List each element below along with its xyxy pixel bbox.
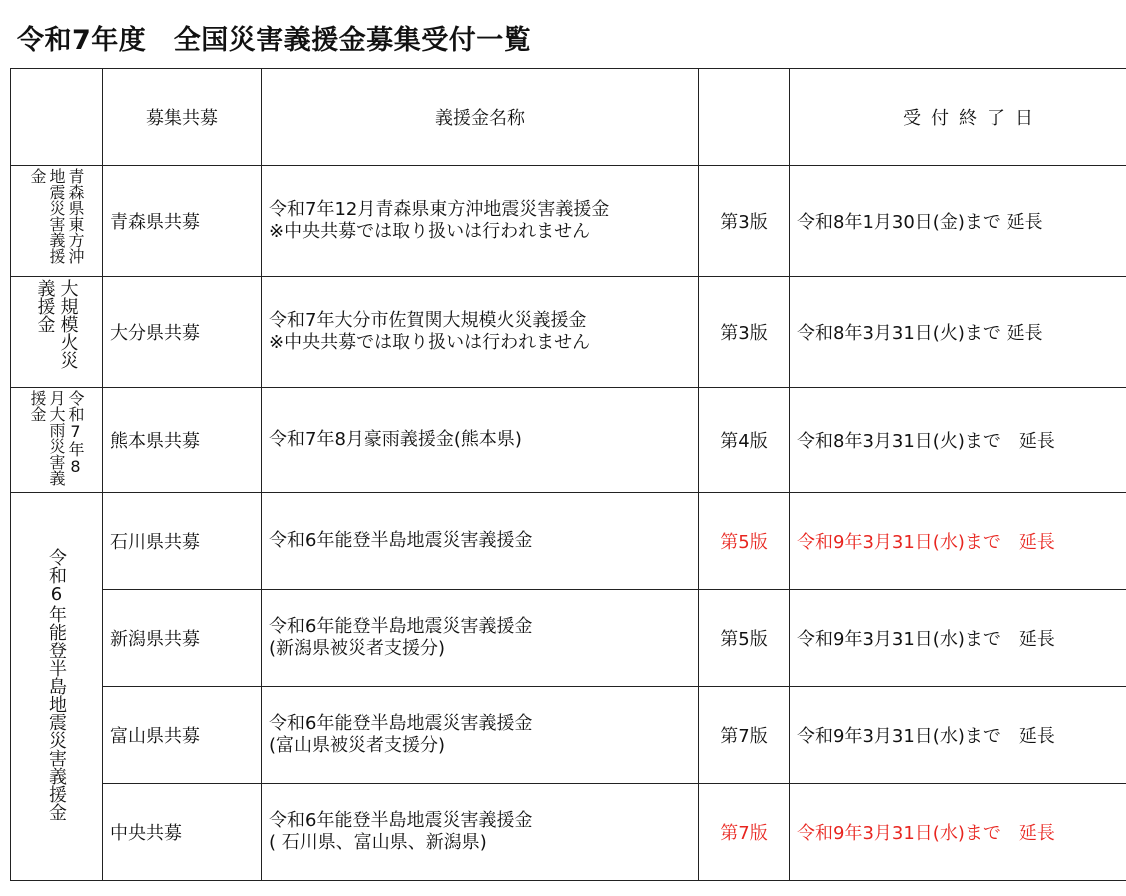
header-name: 義援金名称 (262, 69, 699, 166)
edition-cell: 第5版 (699, 590, 790, 687)
name-cell: 令和6年能登半島地震災害義援金 (262, 493, 699, 590)
table-row (11, 784, 1126, 881)
edition-cell: 第7版 (699, 687, 790, 784)
category-label: 大規模火災義援金 (34, 279, 80, 381)
category-label: 青森県東方沖地震災害義援金 (28, 168, 85, 270)
category-label: 令和6年能登半島地震災害義援金 (45, 548, 68, 821)
table-row (11, 166, 1126, 277)
name-cell: 令和7年8月豪雨義援金(熊本県) (262, 388, 699, 493)
org-cell: 中央共募 (103, 784, 262, 881)
deadline-cell: 令和9年3月31日(水)まで 延長 (790, 493, 1126, 590)
name-line-2: (富山県被災者支援分) (269, 735, 698, 757)
edition-cell: 第3版 (699, 166, 790, 277)
header-category (11, 69, 103, 166)
table-row (11, 493, 1126, 590)
category-cell (11, 277, 103, 388)
name-cell (262, 277, 699, 388)
name-line-1: 令和6年能登半島地震災害義援金 (269, 713, 698, 735)
category-cell (11, 166, 103, 277)
org-cell: 富山県共募 (103, 687, 262, 784)
deadline-cell: 令和9年3月31日(水)まで 延長 (790, 687, 1126, 784)
name-line-1: 令和6年能登半島地震災害義援金 (269, 810, 698, 832)
name-line-2: ※中央共募では取り扱いは行われません (269, 332, 698, 354)
org-cell: 新潟県共募 (103, 590, 262, 687)
edition-cell: 第3版 (699, 277, 790, 388)
name-line-2: ※中央共募では取り扱いは行われません (269, 221, 698, 243)
category-cell (11, 388, 103, 493)
name-line-2: ( 石川県、富山県、新潟県) (269, 832, 698, 854)
deadline-cell: 令和8年3月31日(火)まで 延長 (790, 277, 1126, 388)
org-cell: 石川県共募 (103, 493, 262, 590)
table-row (11, 388, 1126, 493)
deadline-cell: 令和8年1月30日(金)まで 延長 (790, 166, 1126, 277)
category-cell (11, 493, 103, 881)
donation-table (10, 68, 1126, 881)
name-cell (262, 784, 699, 881)
header-edition (699, 69, 790, 166)
category-label: 令和7年8月大雨災害義援金 (28, 390, 85, 486)
table-row (11, 590, 1126, 687)
name-line-1: 令和6年能登半島地震災害義援金 (269, 616, 698, 638)
name-line-1: 令和7年12月青森県東方沖地震災害義援金 (269, 199, 698, 221)
edition-cell: 第4版 (699, 388, 790, 493)
table-row (11, 277, 1126, 388)
name-cell (262, 166, 699, 277)
page-title: 令和7年度 全国災害義援金募集受付一覧 (17, 18, 531, 57)
name-line-1: 令和7年大分市佐賀関大規模火災義援金 (269, 310, 698, 332)
name-line-2: (新潟県被災者支援分) (269, 638, 698, 660)
edition-cell: 第7版 (699, 784, 790, 881)
org-cell: 大分県共募 (103, 277, 262, 388)
org-cell: 青森県共募 (103, 166, 262, 277)
deadline-cell: 令和9年3月31日(水)まで 延長 (790, 590, 1126, 687)
deadline-cell: 令和8年3月31日(火)まで 延長 (790, 388, 1126, 493)
table-header-row (11, 69, 1126, 166)
name-cell (262, 590, 699, 687)
deadline-cell: 令和9年3月31日(水)まで 延長 (790, 784, 1126, 881)
table-row (11, 687, 1126, 784)
header-org: 募集共募 (103, 69, 262, 166)
org-cell: 熊本県共募 (103, 388, 262, 493)
name-cell (262, 687, 699, 784)
edition-cell: 第5版 (699, 493, 790, 590)
header-deadline: 受付終了日 (790, 69, 1126, 166)
